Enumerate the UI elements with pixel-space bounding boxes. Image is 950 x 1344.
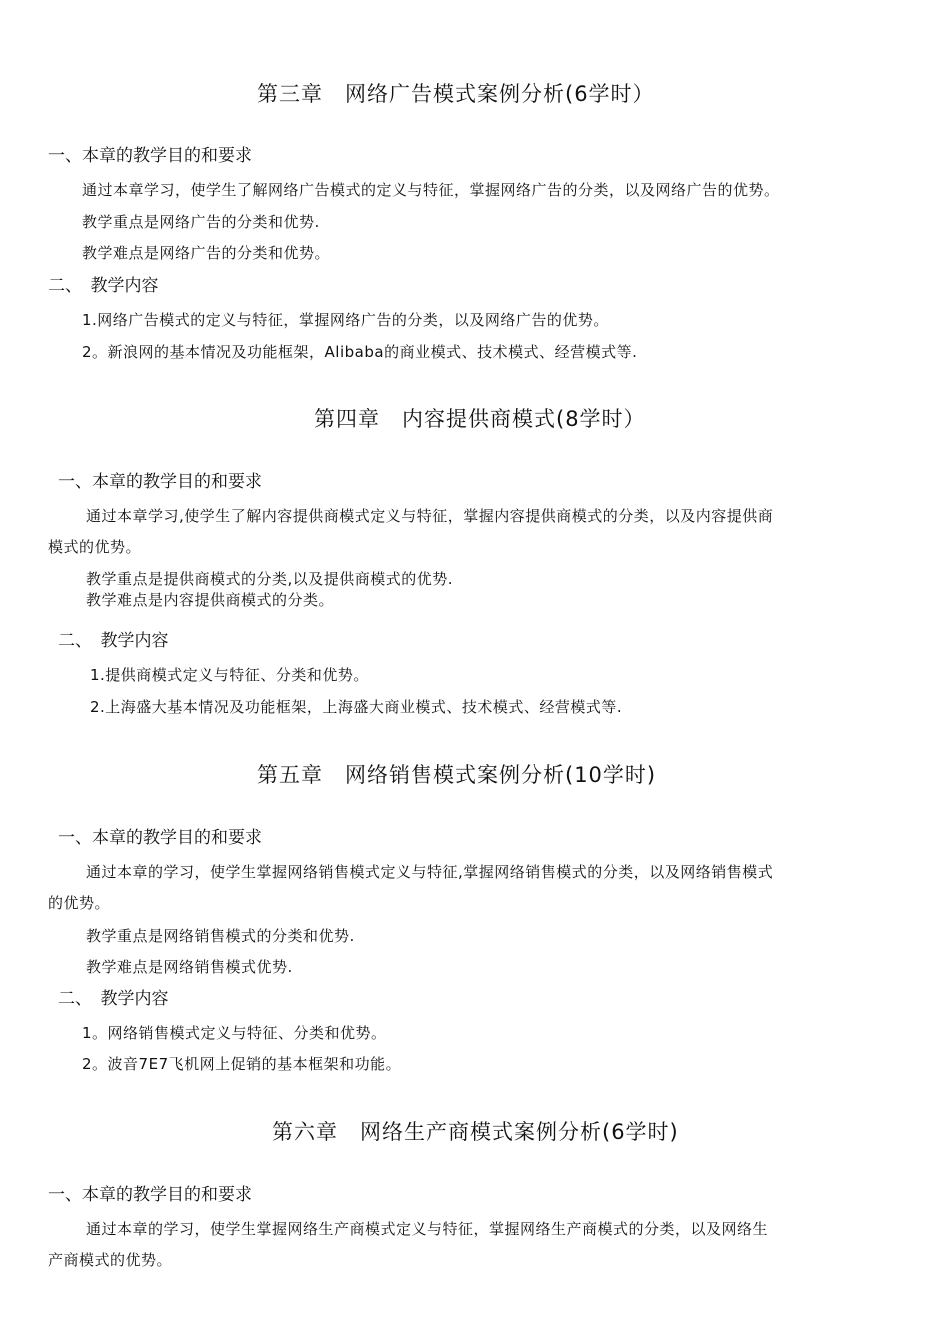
chapter-6-title: 第六章 网络生产商模式案例分析(6学时)	[272, 1120, 679, 1144]
chapter-5-objective-text-line-2: 的优势。	[48, 894, 111, 912]
chapter-5-content-item-1: 1。网络销售模式定义与特征、分类和优势。	[82, 1024, 387, 1042]
chapter-4-objective-text-line-1: 通过本章学习,使学生了解内容提供商模式定义与特征，掌握内容提供商模式的分类，以及内容提供商	[86, 507, 774, 525]
chapter-3-section-objectives: 一、本章的教学目的和要求	[48, 146, 252, 166]
chapter-5-key-points: 教学重点是网络销售模式的分类和优势.	[86, 927, 355, 945]
chapter-4-objective-text-line-2: 模式的优势。	[48, 538, 142, 556]
chapter-3-difficult-points: 教学难点是网络广告的分类和优势。	[82, 244, 331, 262]
chapter-6-section-objectives: 一、本章的教学目的和要求	[48, 1185, 252, 1205]
chapter-4-section-content: 二、 教学内容	[58, 631, 169, 651]
chapter-4-content-item-2: 2.上海盛大基本情况及功能框架，上海盛大商业模式、技术模式、经营模式等.	[90, 698, 623, 716]
chapter-3-key-points: 教学重点是网络广告的分类和优势.	[82, 213, 320, 231]
chapter-3-content-item-2: 2。新浪网的基本情况及功能框架，Alibaba的商业模式、技术模式、经营模式等.	[82, 343, 638, 361]
chapter-4-title: 第四章 内容提供商模式(8学时）	[314, 407, 646, 431]
chapter-3-title: 第三章 网络广告模式案例分析(6学时）	[257, 82, 655, 106]
chapter-5-objective-text-line-1: 通过本章的学习，使学生掌握网络销售模式定义与特征,掌握网络销售模式的分类，以及网络销售模式	[86, 863, 774, 881]
chapter-3-content-item-1: 1.网络广告模式的定义与特征，掌握网络广告的分类，以及网络广告的优势。	[82, 311, 609, 329]
chapter-3-objective-text: 通过本章学习，使学生了解网络广告模式的定义与特征，掌握网络广告的分类，以及网络广告的优势。	[82, 181, 780, 199]
chapter-5-section-objectives: 一、本章的教学目的和要求	[58, 828, 262, 848]
chapter-5-section-content: 二、 教学内容	[58, 989, 169, 1009]
chapter-5-difficult-points: 教学难点是网络销售模式优势.	[86, 958, 293, 976]
chapter-6-objective-text-line-1: 通过本章的学习，使学生掌握网络生产商模式定义与特征，掌握网络生产商模式的分类，以及网络生	[86, 1220, 769, 1238]
chapter-3-section-content: 二、 教学内容	[48, 276, 159, 296]
chapter-4-content-item-1: 1.提供商模式定义与特征、分类和优势。	[90, 666, 369, 684]
chapter-4-section-objectives: 一、本章的教学目的和要求	[58, 472, 262, 492]
chapter-5-title: 第五章 网络销售模式案例分析(10学时)	[257, 763, 657, 787]
chapter-5-content-item-2: 2。波音7E7飞机网上促销的基本框架和功能。	[82, 1055, 402, 1073]
chapter-6-objective-text-line-2: 产商模式的优势。	[48, 1251, 173, 1269]
chapter-4-key-points: 教学重点是提供商模式的分类,以及提供商模式的优势.	[86, 570, 454, 588]
chapter-4-difficult-points: 教学难点是内容提供商模式的分类。	[86, 591, 335, 609]
